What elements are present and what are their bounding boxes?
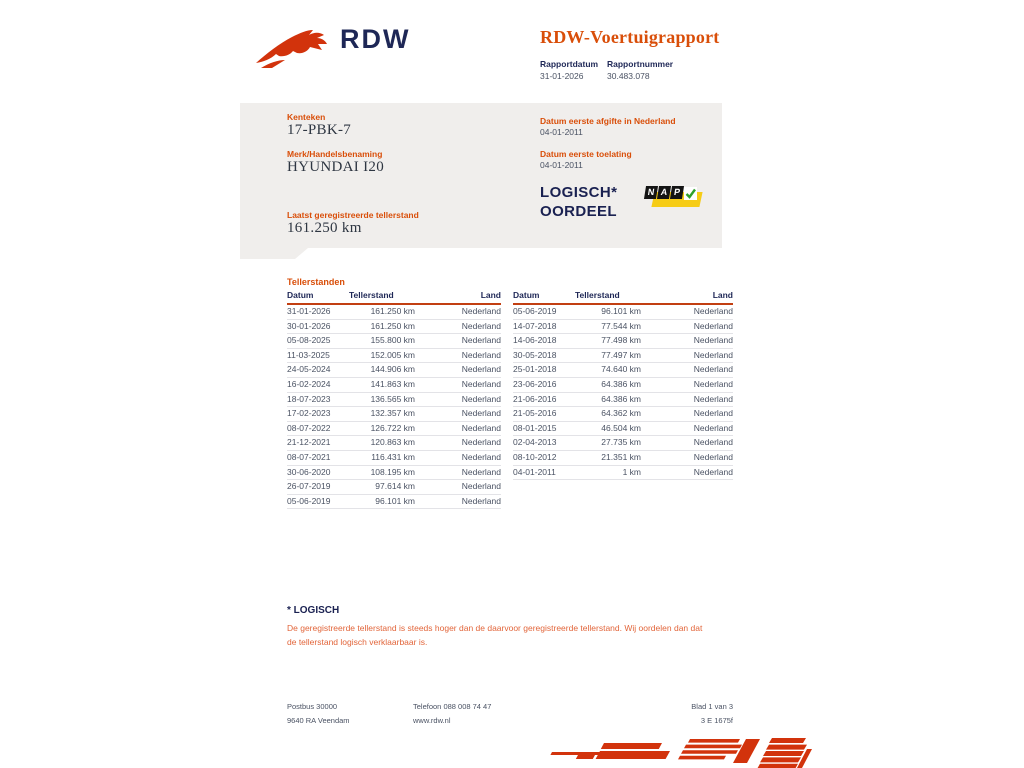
tellerstanden-table-left <box>287 290 501 509</box>
nap-letter-n: N <box>644 186 658 199</box>
tellerstand-cell: 96.101 km <box>375 495 415 506</box>
table-row <box>287 422 501 437</box>
datum-cell: 17-02-2023 <box>287 408 331 419</box>
table-row <box>513 436 733 451</box>
tellerstand-cell: 132.357 km <box>370 408 415 419</box>
eerste-toelating-value: 04-01-2011 <box>540 160 583 170</box>
tellerstand-cell: 1 km <box>622 466 641 477</box>
nap-letter-a: A <box>657 186 671 199</box>
oordeel-line1: LOGISCH* <box>540 184 618 201</box>
tellerstanden-tables <box>287 290 733 509</box>
datum-cell: 08-07-2022 <box>287 422 331 433</box>
table-row <box>513 305 733 320</box>
tellerstand-cell: 64.386 km <box>601 393 641 404</box>
table-row <box>287 334 501 349</box>
datum-cell: 05-06-2019 <box>287 495 331 506</box>
table-row <box>287 466 501 481</box>
datum-cell: 05-08-2025 <box>287 335 331 346</box>
tellerstand-cell: 120.863 km <box>370 437 415 448</box>
report-number-label: Rapportnummer <box>607 59 674 69</box>
tellerstand-cell: 141.863 km <box>370 378 415 389</box>
table-body <box>513 305 733 480</box>
tellerstanden-section-title: Tellerstanden <box>287 277 345 287</box>
table-row <box>287 393 501 408</box>
tellerstand-cell: 46.504 km <box>601 422 641 433</box>
table-row <box>287 363 501 378</box>
tellerstand-cell: 74.640 km <box>601 364 641 375</box>
table-row <box>513 422 733 437</box>
logisch-footnote-text: De geregistreerde tellerstand is steeds hoger dan de daarvoor geregistreerde tellerstand. Wij oordelen dan dat de tellerstand logisch verklaarbaar is. <box>287 623 703 647</box>
tellerstand-cell: 27.735 km <box>601 437 641 448</box>
tellerstand-cell: 64.386 km <box>601 378 641 389</box>
tellerstand-cell: 116.431 km <box>371 451 415 462</box>
logisch-footnote-heading: * LOGISCH <box>287 605 340 616</box>
datum-cell: 21-12-2021 <box>287 437 331 448</box>
table-row <box>287 480 501 495</box>
land-cell: Nederland <box>693 451 733 462</box>
footer-pageinfo <box>593 700 733 728</box>
tellerstand-cell: 108.195 km <box>370 466 415 477</box>
table-row <box>513 363 733 378</box>
tellerstand-cell: 64.362 km <box>601 408 641 419</box>
report-title: RDW-Voertuigrapport <box>540 27 720 47</box>
land-cell: Nederland <box>461 495 501 506</box>
tellerstand-cell: 77.498 km <box>601 335 641 346</box>
kenteken-value: 17-PBK-7 <box>287 122 352 138</box>
land-cell: Nederland <box>461 422 501 433</box>
report-meta <box>540 59 760 81</box>
nap-letter-p: P <box>670 186 684 199</box>
footer-website: www.rdw.nl <box>413 716 451 725</box>
datum-cell: 30-06-2020 <box>287 466 331 477</box>
datum-cell: 08-07-2021 <box>287 451 331 462</box>
land-cell: Nederland <box>461 408 501 419</box>
footer-page-number: Blad 1 van 3 <box>691 702 733 711</box>
tellerstanden-table-right <box>513 290 733 509</box>
datum-cell: 23-06-2016 <box>513 378 557 389</box>
nap-logo <box>644 184 702 212</box>
land-cell: Nederland <box>693 466 733 477</box>
tellerstand-cell: 96.101 km <box>601 306 641 316</box>
table-row <box>287 305 501 320</box>
datum-cell: 08-10-2012 <box>513 451 557 462</box>
datum-cell: 04-01-2011 <box>513 466 556 477</box>
datum-cell: 21-06-2016 <box>513 393 557 404</box>
datum-cell: 26-07-2019 <box>287 481 331 492</box>
datum-cell: 14-07-2018 <box>513 320 557 331</box>
datum-cell: 31-01-2026 <box>287 306 331 316</box>
land-cell: Nederland <box>461 437 501 448</box>
table-row <box>287 407 501 422</box>
kenteken-label: Kenteken <box>287 112 326 122</box>
oordeel-verdict <box>540 183 617 221</box>
land-cell: Nederland <box>461 481 501 492</box>
land-cell: Nederland <box>693 320 733 331</box>
tellerstand-cell: 97.614 km <box>375 481 415 492</box>
report-date-label: Rapportdatum <box>540 59 599 69</box>
footer-phone: Telefoon 088 008 74 47 <box>413 702 492 711</box>
column-header-datum: Datum <box>287 290 314 300</box>
column-header-land: Land <box>712 290 733 300</box>
table-row <box>513 378 733 393</box>
datum-cell: 11-03-2025 <box>287 349 330 360</box>
table-row <box>287 436 501 451</box>
land-cell: Nederland <box>461 393 501 404</box>
land-cell: Nederland <box>461 306 501 316</box>
eerste-afgifte-label: Datum eerste afgifte in Nederland <box>540 116 676 126</box>
land-cell: Nederland <box>693 306 733 316</box>
table-header <box>287 290 501 305</box>
tellerstand-cell: 126.722 km <box>370 422 415 433</box>
oordeel-line2: OORDEEL <box>540 203 617 220</box>
land-cell: Nederland <box>693 393 733 404</box>
land-cell: Nederland <box>461 466 501 477</box>
footer-postbus: Postbus 30000 <box>287 702 338 711</box>
datum-cell: 30-01-2026 <box>287 320 331 331</box>
table-row <box>287 495 501 510</box>
land-cell: Nederland <box>461 320 501 331</box>
footer-form-code: 3 E 1675f <box>700 716 733 725</box>
datum-cell: 18-07-2023 <box>287 393 331 404</box>
table-row <box>513 393 733 408</box>
land-cell: Nederland <box>693 378 733 389</box>
report-number-value: 30.483.078 <box>607 71 650 81</box>
table-header <box>513 290 733 305</box>
nap-check-icon <box>684 187 697 200</box>
datum-cell: 16-02-2024 <box>287 378 331 389</box>
merk-label: Merk/Handelsbenaming <box>287 149 383 159</box>
datum-cell: 02-04-2013 <box>513 437 557 448</box>
laatste-tellerstand-value: 161.250 km <box>287 220 362 236</box>
table-row <box>287 349 501 364</box>
footer-address <box>287 700 350 728</box>
datum-cell: 30-05-2018 <box>513 349 557 360</box>
tellerstand-cell: 136.565 km <box>370 393 415 404</box>
land-cell: Nederland <box>693 437 733 448</box>
tellerstand-cell: 77.497 km <box>601 349 641 360</box>
rdw-bird-icon <box>254 22 332 70</box>
datum-cell: 24-05-2024 <box>287 364 331 375</box>
datum-cell: 05-06-2019 <box>513 306 557 316</box>
decorative-stripes-icon <box>538 736 812 768</box>
land-cell: Nederland <box>461 335 501 346</box>
footer-contact <box>413 700 491 728</box>
table-row <box>287 451 501 466</box>
tellerstand-cell: 77.544 km <box>601 320 641 331</box>
table-row <box>513 320 733 335</box>
table-body <box>287 305 501 509</box>
rdw-logo-text: RDW <box>340 24 411 54</box>
land-cell: Nederland <box>693 335 733 346</box>
land-cell: Nederland <box>693 349 733 360</box>
datum-cell: 08-01-2015 <box>513 422 557 433</box>
tellerstand-cell: 144.906 km <box>370 364 415 375</box>
tellerstand-cell: 161.250 km <box>370 306 415 316</box>
land-cell: Nederland <box>461 364 501 375</box>
report-date-value: 31-01-2026 <box>540 71 584 81</box>
column-header-tellerstand: Tellerstand <box>349 290 394 300</box>
table-row <box>287 320 501 335</box>
datum-cell: 21-05-2016 <box>513 408 557 419</box>
column-header-tellerstand: Tellerstand <box>575 290 620 300</box>
column-header-datum: Datum <box>513 290 540 300</box>
datum-cell: 25-01-2018 <box>513 364 557 375</box>
land-cell: Nederland <box>461 451 501 462</box>
footer-city: 9640 RA Veendam <box>287 716 350 725</box>
land-cell: Nederland <box>693 408 733 419</box>
vehicle-info-panel <box>240 103 722 248</box>
report-header <box>540 27 760 81</box>
rdw-logo <box>254 22 410 70</box>
tellerstand-cell: 152.005 km <box>370 349 415 360</box>
table-row <box>513 451 733 466</box>
land-cell: Nederland <box>693 422 733 433</box>
eerste-toelating-label: Datum eerste toelating <box>540 149 632 159</box>
column-header-land: Land <box>480 290 501 300</box>
table-row <box>513 349 733 364</box>
table-row <box>513 407 733 422</box>
land-cell: Nederland <box>693 364 733 375</box>
tellerstand-cell: 155.800 km <box>370 335 415 346</box>
land-cell: Nederland <box>461 378 501 389</box>
land-cell: Nederland <box>461 349 501 360</box>
eerste-afgifte-value: 04-01-2011 <box>540 127 583 137</box>
tellerstand-cell: 21.351 km <box>601 451 641 462</box>
merk-value: HYUNDAI I20 <box>287 159 385 175</box>
table-row <box>513 466 733 481</box>
table-row <box>287 378 501 393</box>
table-row <box>513 334 733 349</box>
tellerstand-cell: 161.250 km <box>370 320 415 331</box>
datum-cell: 14-06-2018 <box>513 335 557 346</box>
laatste-tellerstand-label: Laatst geregistreerde tellerstand <box>287 210 419 220</box>
